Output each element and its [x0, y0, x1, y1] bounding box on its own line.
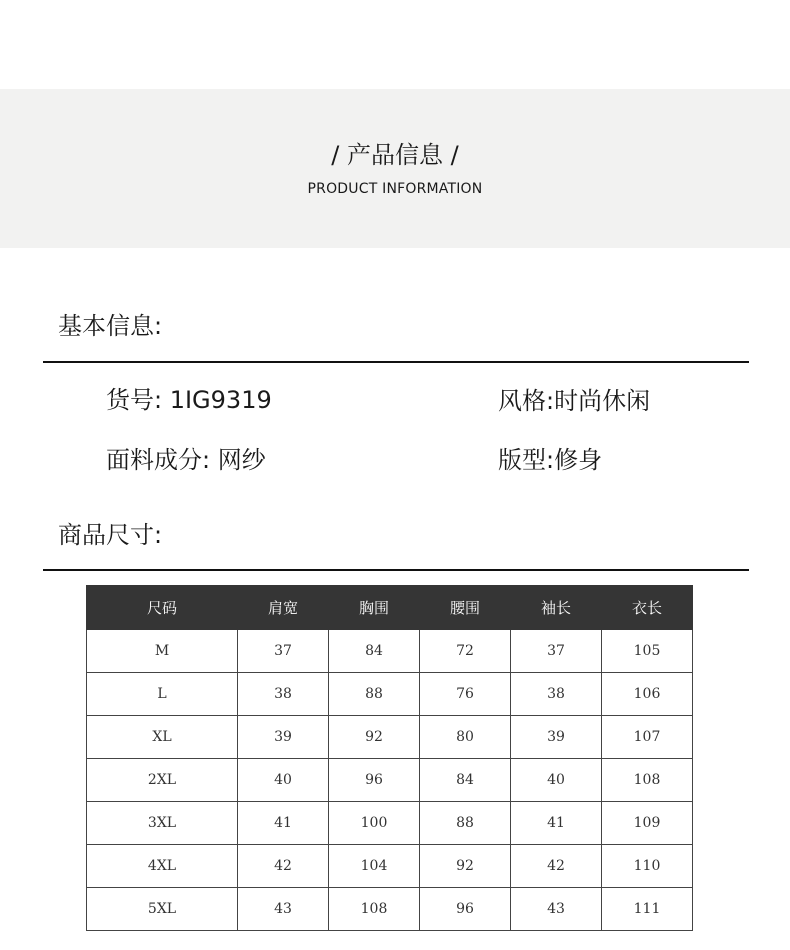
- sleeve-cell: 37: [511, 630, 602, 673]
- sleeve-cell: 38: [511, 673, 602, 716]
- length-cell: 111: [602, 888, 693, 931]
- shoulder-cell: 37: [238, 630, 329, 673]
- length-cell: 108: [602, 759, 693, 802]
- product-info-banner: [0, 89, 790, 248]
- banner-title: / 产品信息 /: [331, 141, 459, 169]
- waist-cell: 76: [420, 673, 511, 716]
- size-cell: 3XL: [87, 802, 238, 845]
- shoulder-cell: 39: [238, 716, 329, 759]
- length-cell: 110: [602, 845, 693, 888]
- size-table: [86, 585, 693, 931]
- size-heading: 商品尺寸:: [58, 521, 163, 549]
- table-row: [87, 845, 693, 888]
- sleeve-cell: 43: [511, 888, 602, 931]
- chest-cell: 100: [329, 802, 420, 845]
- length-cell: 107: [602, 716, 693, 759]
- waist-cell: 72: [420, 630, 511, 673]
- shoulder-cell: 40: [238, 759, 329, 802]
- header-size: 尺码: [87, 586, 238, 630]
- style-value: 风格:时尚休闲: [498, 387, 651, 415]
- waist-cell: 84: [420, 759, 511, 802]
- shoulder-cell: 41: [238, 802, 329, 845]
- size-cell: XL: [87, 716, 238, 759]
- size-cell: 4XL: [87, 845, 238, 888]
- size-cell: L: [87, 673, 238, 716]
- length-cell: 105: [602, 630, 693, 673]
- shoulder-cell: 38: [238, 673, 329, 716]
- table-row: [87, 802, 693, 845]
- length-cell: 106: [602, 673, 693, 716]
- sleeve-cell: 39: [511, 716, 602, 759]
- table-row: [87, 888, 693, 931]
- chest-cell: 96: [329, 759, 420, 802]
- chest-cell: 108: [329, 888, 420, 931]
- waist-cell: 88: [420, 802, 511, 845]
- size-cell: 5XL: [87, 888, 238, 931]
- size-table-header: [87, 586, 693, 630]
- chest-cell: 92: [329, 716, 420, 759]
- sleeve-cell: 41: [511, 802, 602, 845]
- fabric-composition: 面料成分: 网纱: [106, 446, 266, 474]
- fit-value: 版型:修身: [498, 446, 603, 474]
- size-cell: 2XL: [87, 759, 238, 802]
- header-shoulder: 肩宽: [238, 586, 329, 630]
- shoulder-cell: 43: [238, 888, 329, 931]
- header-length: 衣长: [602, 586, 693, 630]
- table-row: [87, 630, 693, 673]
- table-row: [87, 716, 693, 759]
- waist-cell: 92: [420, 845, 511, 888]
- waist-cell: 96: [420, 888, 511, 931]
- size-divider: [43, 569, 749, 571]
- banner-subtitle: PRODUCT INFORMATION: [307, 181, 483, 197]
- size-cell: M: [87, 630, 238, 673]
- header-chest: 胸围: [329, 586, 420, 630]
- header-waist: 腰围: [420, 586, 511, 630]
- item-number: 货号: 1IG9319: [106, 386, 272, 414]
- waist-cell: 80: [420, 716, 511, 759]
- basic-info-heading: 基本信息:: [58, 312, 163, 340]
- shoulder-cell: 42: [238, 845, 329, 888]
- sleeve-cell: 42: [511, 845, 602, 888]
- header-sleeve: 袖长: [511, 586, 602, 630]
- sleeve-cell: 40: [511, 759, 602, 802]
- table-row: [87, 673, 693, 716]
- chest-cell: 88: [329, 673, 420, 716]
- length-cell: 109: [602, 802, 693, 845]
- chest-cell: 104: [329, 845, 420, 888]
- basic-info-divider: [43, 361, 749, 363]
- chest-cell: 84: [329, 630, 420, 673]
- table-row: [87, 759, 693, 802]
